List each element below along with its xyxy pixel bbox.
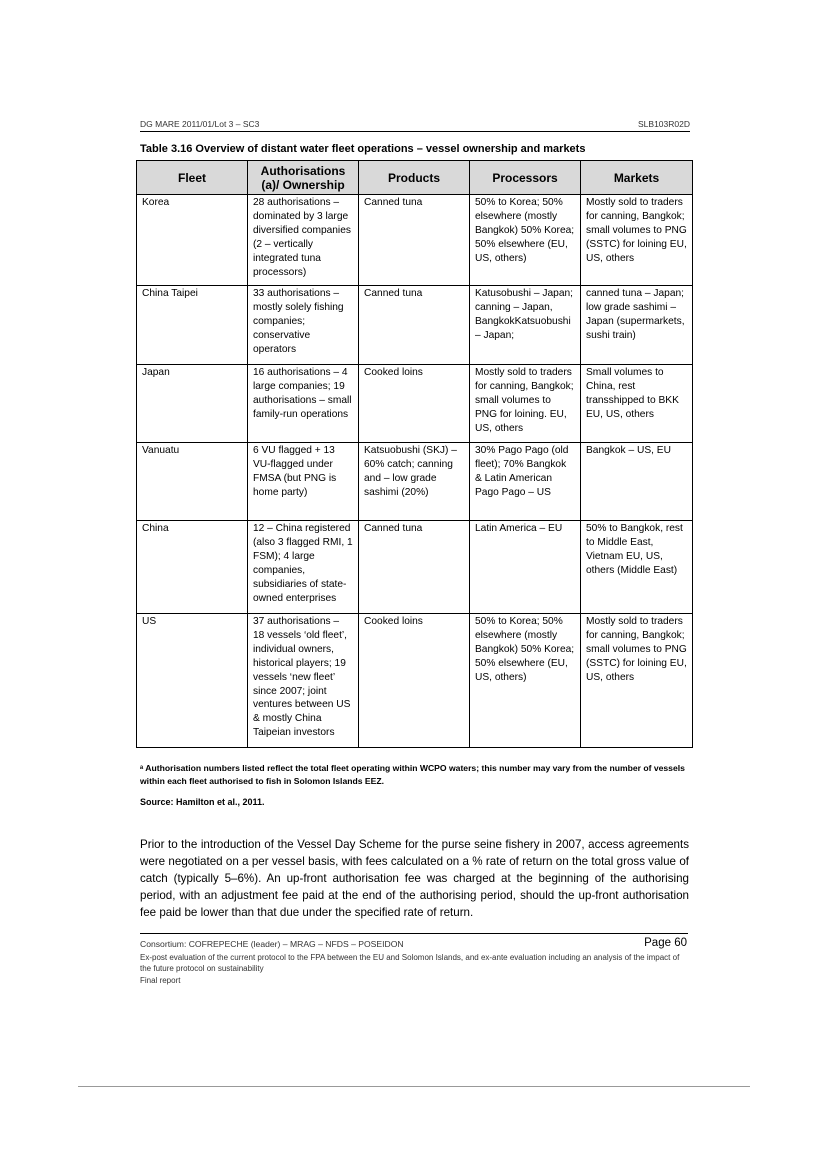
cell-products: Canned tuna bbox=[359, 521, 470, 614]
table-row bbox=[137, 286, 693, 365]
cell-products: Cooked loins bbox=[359, 614, 470, 748]
cell-authorisations: 16 authorisations – 4 large companies; 19 authorisations – small family-run operations bbox=[248, 365, 359, 443]
column-header-authorisations: Authorisations (a)/ Ownership bbox=[248, 161, 359, 195]
table-row bbox=[137, 365, 693, 443]
footer-report-type: Final report bbox=[140, 976, 181, 985]
table-header-row bbox=[137, 161, 693, 195]
cell-products: Canned tuna bbox=[359, 286, 470, 365]
body-paragraph: Prior to the introduction of the Vessel Day Scheme for the purse seine fishery in 2007, access agreements were negotiated on a per vessel basis, with fees calculated on a % rate of return on the total gross value of catch (typically 5–6%). An up-front authorisation fee was charged at the beginning of the authorising period, with an adjustment fee paid at the end of the authorising period, should the up-front authorisation fee paid be lower than that due under the specified rate of return. bbox=[140, 838, 689, 919]
page-number: Page 60 bbox=[644, 937, 687, 949]
footer-consortium: Consortium: COFREPECHE (leader) – MRAG – NFDS – POSEIDON bbox=[140, 939, 404, 949]
cell-fleet: China bbox=[137, 521, 248, 614]
cell-markets: Mostly sold to traders for canning, Bangkok; small volumes to PNG (SSTC) for loining EU, US, others bbox=[581, 195, 693, 286]
page-header bbox=[140, 117, 690, 132]
column-header-processors: Processors bbox=[470, 161, 581, 195]
column-header-markets: Markets bbox=[581, 161, 693, 195]
cell-markets: 50% to Bangkok, rest to Middle East, Vietnam EU, US, others (Middle East) bbox=[581, 521, 693, 614]
cell-processors: 30% Pago Pago (old fleet); 70% Bangkok & Latin American Pago Pago – US bbox=[470, 443, 581, 521]
cell-processors: Katusobushi – Japan; canning – Japan, BangkokKatsuobushi – Japan; bbox=[470, 286, 581, 365]
cell-products: Katsuobushi (SKJ) – 60% catch; canning and – low grade sashimi (20%) bbox=[359, 443, 470, 521]
table-row bbox=[137, 443, 693, 521]
cell-processors: 50% to Korea; 50% elsewhere (mostly Bangkok) 50% Korea; 50% elsewhere (EU, US, others) bbox=[470, 614, 581, 748]
cell-markets: canned tuna – Japan; low grade sashimi – Japan (supermarkets, sushi train) bbox=[581, 286, 693, 365]
footer-divider bbox=[140, 933, 688, 934]
page-bottom-divider bbox=[78, 1086, 750, 1087]
header-code: SLB103R02D bbox=[638, 119, 690, 129]
column-header-fleet: Fleet bbox=[137, 161, 248, 195]
cell-markets: Mostly sold to traders for canning, Bangkok; small volumes to PNG (SSTC) for loining EU, US, others bbox=[581, 614, 693, 748]
cell-fleet: Vanuatu bbox=[137, 443, 248, 521]
cell-processors: Latin America – EU bbox=[470, 521, 581, 614]
cell-processors: 50% to Korea; 50% elsewhere (mostly Bangkok) 50% Korea; 50% elsewhere (EU, US, others) bbox=[470, 195, 581, 286]
cell-markets: Small volumes to China, rest transshipped to BKK EU, US, others bbox=[581, 365, 693, 443]
cell-authorisations: 12 – China registered (also 3 flagged RMI, 1 FSM); 4 large companies, subsidiaries of state-owned enterprises bbox=[248, 521, 359, 614]
cell-authorisations: 6 VU flagged + 13 VU-flagged under FMSA (but PNG is home party) bbox=[248, 443, 359, 521]
cell-products: Cooked loins bbox=[359, 365, 470, 443]
cell-markets: Bangkok – US, EU bbox=[581, 443, 693, 521]
cell-processors: Mostly sold to traders for canning, Bangkok; small volumes to PNG for loining. EU, US, others bbox=[470, 365, 581, 443]
cell-authorisations: 37 authorisations – 18 vessels ‘old fleet’, individual owners, historical players; 19 vessels ‘new fleet’ since 2007; joint ventures between US & mostly China Taipeian investors bbox=[248, 614, 359, 748]
fleet-operations-table bbox=[136, 160, 693, 748]
table-footnote: ᵃ Authorisation numbers listed reflect the total fleet operating within WCPO waters; this number may vary from the number of vessels within each fleet authorised to fish in Solomon Islands EEZ. bbox=[140, 763, 685, 786]
table-row bbox=[137, 614, 693, 748]
table-row bbox=[137, 521, 693, 614]
cell-authorisations: 33 authorisations – mostly solely fishing companies; conservative operators bbox=[248, 286, 359, 365]
table-caption: Table 3.16 Overview of distant water fleet operations – vessel ownership and markets bbox=[140, 143, 586, 155]
cell-fleet: Japan bbox=[137, 365, 248, 443]
cell-products: Canned tuna bbox=[359, 195, 470, 286]
cell-fleet: US bbox=[137, 614, 248, 748]
cell-authorisations: 28 authorisations – dominated by 3 large diversified companies (2 – vertically integrated tuna processors) bbox=[248, 195, 359, 286]
table-row bbox=[137, 195, 693, 286]
column-header-products: Products bbox=[359, 161, 470, 195]
footer-description: Ex-post evaluation of the current protocol to the FPA between the EU and Solomon Islands, and ex-ante evaluation including an analysis of the impact of the future protocol on sustainability bbox=[140, 953, 680, 973]
table-source: Source: Hamilton et al., 2011. bbox=[140, 797, 265, 807]
cell-fleet: China Taipei bbox=[137, 286, 248, 365]
cell-fleet: Korea bbox=[137, 195, 248, 286]
header-reference: DG MARE 2011/01/Lot 3 – SC3 bbox=[140, 119, 260, 129]
